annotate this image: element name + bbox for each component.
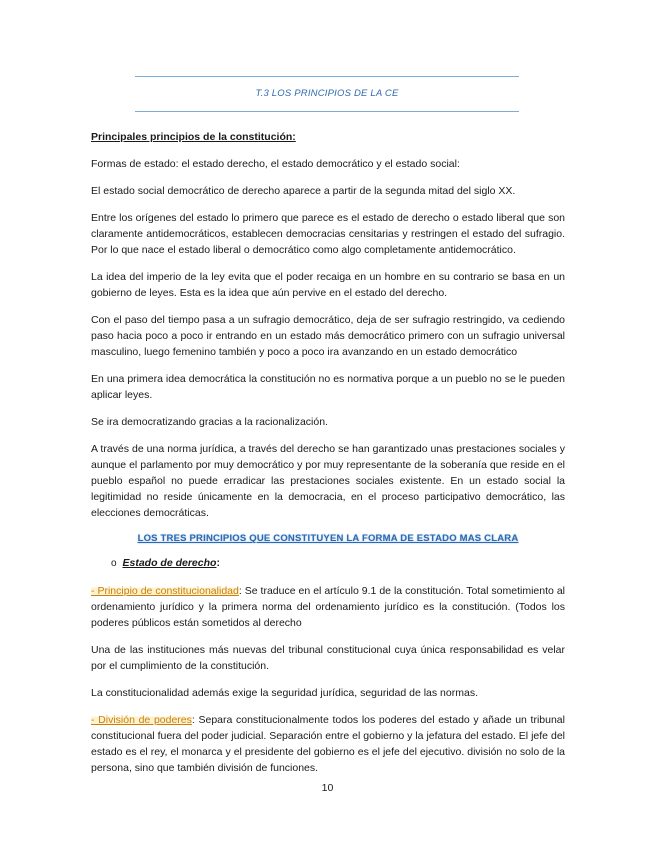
- paragraph: Una de las instituciones más nuevas del tribunal constitucional cuya única responsabilidad es velar por el cumplimiento de la constitución.: [91, 644, 565, 672]
- division-separator: :: [191, 714, 195, 726]
- paragraph: Entre los orígenes del estado lo primero que parece es el estado de derecho o estado liberal que son claramente antidemocráticos, establecen democracias censitarias y restringen el estado del sufragio. Por lo que nace el estado liberal o democrático como algo completamente antidemocrático.: [91, 212, 565, 256]
- principle-label: - Principio de constitucionalidad: [91, 585, 239, 597]
- paragraph: Se ira democratizando gracias a la racionalización.: [91, 416, 328, 428]
- section-heading: Principales principios de la constitución:: [91, 131, 296, 143]
- paragraph: La idea del imperio de la ley evita que el poder recaiga en un hombre en su contrario se basa en un gobierno de leyes. Esta es la idea que aún pervive en el estado del derecho.: [91, 271, 565, 299]
- paragraph: El estado social democrático de derecho aparece a partir de la segunda mitad del siglo XX.: [91, 185, 516, 197]
- subsection-label: Estado de derecho: [122, 557, 217, 569]
- title-top-rule: [135, 76, 519, 77]
- subsection-suffix: :: [216, 557, 220, 569]
- title-bottom-rule: [135, 111, 519, 112]
- document-title: T.3 LOS PRINCIPIOS DE LA CE: [255, 88, 399, 99]
- highlight-heading: LOS TRES PRINCIPIOS QUE CONSTITUYEN LA FORMA DE ESTADO MAS CLARA: [137, 533, 519, 544]
- division-label: - División de poderes: [91, 714, 192, 726]
- division-text: Separa constitucionalmente todos los poderes del estado y añade un tribunal constitucional fuera del poder judicial. Separación entre el gobierno y la jefatura del estado. El jefe del estado es el rey, el monarca y el presidente del gobierno es el jefe del ejecutivo. división no solo de la persona, sino que también división de funciones.: [91, 714, 565, 774]
- paragraph: A través de una norma jurídica, a través del derecho se han garantizado unas prestaciones sociales y aunque el parlamento por muy democrático y por muy representante de la soberanía que reside en el pueblo español no puede erradicar las prestaciones sociales existente. En un estado social la legitimidad no reside únicamente en la democracia, en el proceso participativo democrático, las elecciones democráticas.: [91, 443, 565, 519]
- page-number: 10: [321, 782, 334, 794]
- document-body: [91, 129, 565, 787]
- paragraph: Formas de estado: el estado derecho, el estado democrático y el estado social:: [91, 158, 460, 170]
- paragraph: Con el paso del tiempo pasa a un sufragio democrático, deja de ser sufragio restringido, va cediendo paso hacia poco a poco ir entrando en un estado más democrático primero con un sufragio universal masculino, luego femenino también y poco a poco ira avanzando en un estado democrático: [91, 314, 565, 358]
- bullet-marker: o: [111, 558, 117, 569]
- principle-separator: :: [238, 585, 242, 597]
- division-paragraph: [91, 712, 565, 776]
- paragraph: En una primera idea democrática la constitución no es normativa porque a un pueblo no se le pueden aplicar leyes.: [91, 373, 565, 401]
- principle-text: Se traduce en el artículo 9.1 de la constitución. Total sometimiento al ordenamiento jurídico y la primera norma del ordenamiento jurídico es la constitución. (Todos los poderes públicos están sometidos al derecho: [91, 585, 566, 629]
- principle-paragraph: [91, 583, 565, 631]
- subsection-heading: [111, 555, 565, 572]
- paragraph: La constitucionalidad además exige la seguridad jurídica, seguridad de las normas.: [91, 687, 478, 699]
